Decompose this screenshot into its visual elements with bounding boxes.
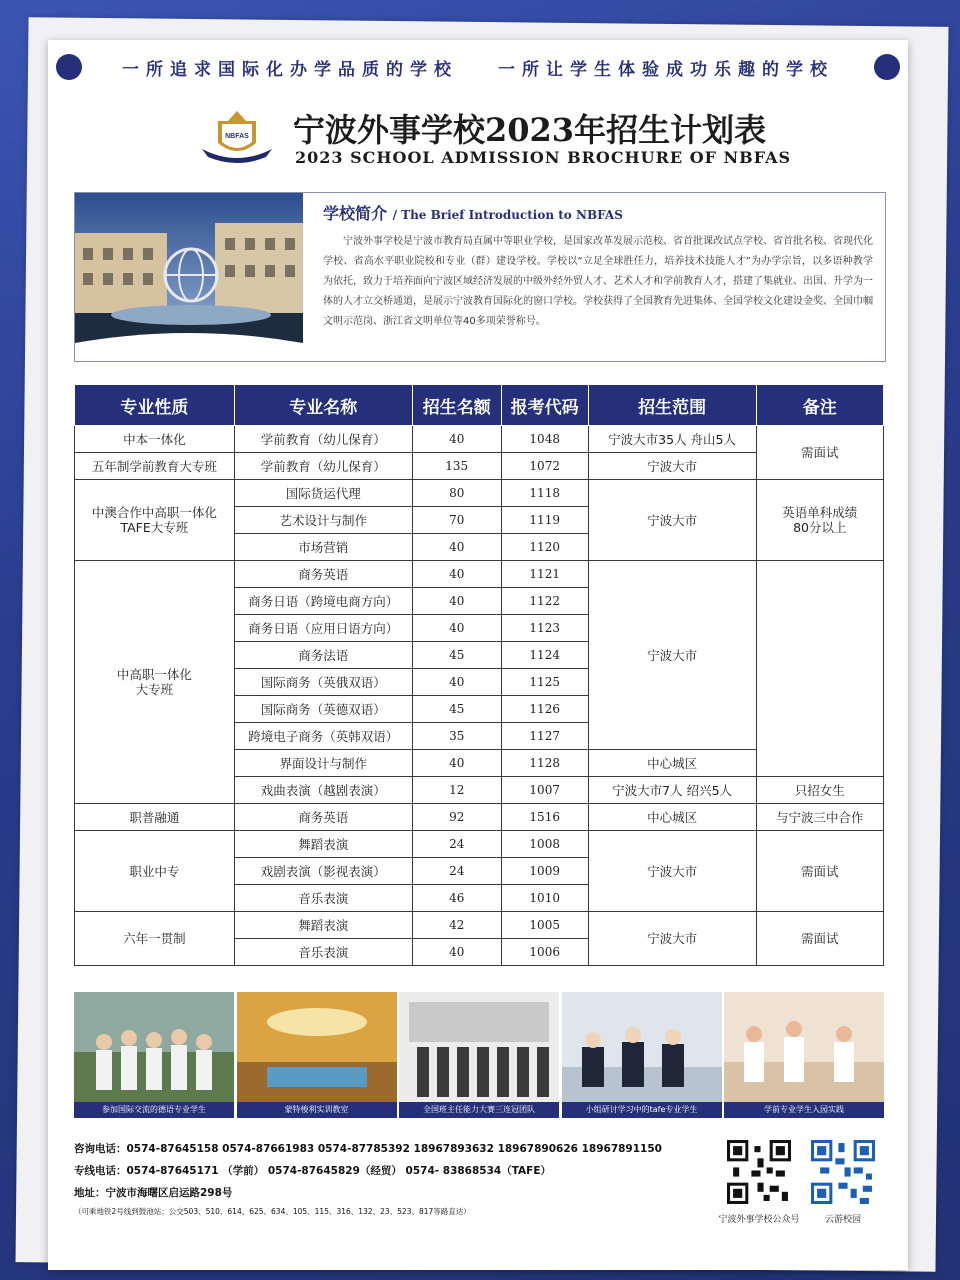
address-text: 宁波市海曙区启运路298号 (105, 1187, 233, 1199)
major-cell: 学前教育（幼儿保育） (234, 426, 412, 453)
phone-line (74, 1138, 734, 1160)
page-subtitle: 2023 SCHOOL ADMISSION BROCHURE OF NBFAS (295, 148, 792, 167)
scope-cell: 宁波大市 (588, 453, 756, 480)
quota-cell: 40 (412, 534, 501, 561)
major-cell: 舞蹈表演 (234, 831, 412, 858)
intro-heading (323, 201, 873, 224)
code-cell: 1119 (501, 507, 588, 534)
code-cell: 1005 (501, 912, 588, 939)
category-cell: 中澳合作中高职一体化 TAFE大专班 (75, 480, 235, 561)
table-row (75, 912, 884, 939)
quota-cell: 42 (412, 912, 501, 939)
remark-cell-empty (756, 561, 883, 777)
qr-virtual-tour (800, 1140, 886, 1225)
quota-cell: 80 (412, 480, 501, 507)
scope-cell: 宁波大市7人 绍兴5人 (588, 777, 756, 804)
col-header-major: 专业名称 (234, 385, 412, 426)
slogan-left: 一所追求国际化办学品质的学校 (122, 59, 458, 80)
major-cell: 界面设计与制作 (234, 750, 412, 777)
table-header-row (75, 385, 884, 426)
major-cell: 国际货运代理 (234, 480, 412, 507)
brochure-page (48, 40, 908, 1270)
remark-cell: 英语单科成绩 80分以上 (756, 480, 883, 561)
col-header-remark: 备注 (756, 385, 883, 426)
quota-cell: 40 (412, 615, 501, 642)
address-line (74, 1182, 734, 1204)
category-cell: 职业中专 (75, 831, 235, 912)
quota-cell: 35 (412, 723, 501, 750)
photo-montessori-room (237, 992, 397, 1118)
scope-cell: 中心城区 (588, 750, 756, 777)
logo-text: NBFAS (225, 133, 249, 140)
code-cell: 1127 (501, 723, 588, 750)
contact-info (74, 1138, 734, 1217)
qr-label: 云游校园 (824, 1215, 861, 1225)
category-cell: 五年制学前教育大专班 (75, 453, 235, 480)
header (48, 105, 908, 175)
major-cell: 学前教育（幼儿保育） (234, 453, 412, 480)
major-cell: 市场营销 (234, 534, 412, 561)
photo-teacher-team (399, 992, 559, 1118)
page-title: 宁波外事学校2023年招生计划表 (293, 111, 767, 149)
major-cell: 国际商务（英俄双语） (234, 669, 412, 696)
major-cell: 戏曲表演（越剧表演） (234, 777, 412, 804)
table-row (75, 426, 884, 453)
remark-cell: 与宁波三中合作 (756, 804, 883, 831)
slogan-right: 一所让学生体验成功乐趣的学校 (498, 59, 834, 80)
quota-cell: 46 (412, 885, 501, 912)
quota-cell: 40 (412, 588, 501, 615)
major-cell: 商务英语 (234, 561, 412, 588)
photo-strip (74, 992, 884, 1118)
slogan-bar (56, 48, 900, 86)
category-cell: 职普融通 (75, 804, 235, 831)
photo-preschool-practice (724, 992, 884, 1118)
remark-cell: 需面试 (756, 912, 883, 966)
right-dot (874, 54, 900, 80)
remark-cell: 只招女生 (756, 777, 883, 804)
col-header-type: 专业性质 (75, 385, 235, 426)
photo-caption: 蒙特梭利实训教室 (237, 1102, 397, 1118)
code-cell: 1118 (501, 480, 588, 507)
quota-cell: 40 (412, 426, 501, 453)
col-header-code: 报考代码 (501, 385, 588, 426)
code-cell: 1010 (501, 885, 588, 912)
scope-cell: 宁波大市 (588, 480, 756, 561)
intro-heading-en: / The Brief Introduction to NBFAS (392, 208, 623, 222)
category-cell: 六年一贯制 (75, 912, 235, 966)
photo-tafe-students (562, 992, 722, 1118)
quota-cell: 40 (412, 939, 501, 966)
quota-cell: 70 (412, 507, 501, 534)
code-cell: 1128 (501, 750, 588, 777)
left-dot (56, 54, 82, 80)
quota-cell: 12 (412, 777, 501, 804)
quota-cell: 24 (412, 858, 501, 885)
code-cell: 1122 (501, 588, 588, 615)
quota-cell: 92 (412, 804, 501, 831)
quota-cell: 45 (412, 696, 501, 723)
quota-cell: 135 (412, 453, 501, 480)
photo-caption: 全国班主任能力大赛三连冠团队 (399, 1102, 559, 1118)
table-row (75, 561, 884, 588)
intro-box (74, 192, 886, 362)
table-row (75, 831, 884, 858)
hotline-numbers: 0574-87645171 （学前） 0574-87645829（经贸） 0574- 83868534（TAFE） (126, 1165, 552, 1177)
photo-students-german (74, 992, 234, 1118)
transit-note: （可乘地铁2号线到鼓池站；公交503、510、614、625、634、105、115、316、132、23、523、817等路直达） (74, 1207, 471, 1216)
phone-numbers: 0574-87645158 0574-87661983 0574-87785392 18967893632 18967890626 18967891150 (126, 1143, 662, 1155)
hotline-line (74, 1160, 734, 1182)
category-cell: 中高职一体化 大专班 (75, 561, 235, 804)
major-cell: 跨境电子商务（英韩双语） (234, 723, 412, 750)
hotline-label: 专线电话： (74, 1165, 127, 1177)
code-cell: 1008 (501, 831, 588, 858)
major-cell: 戏剧表演（影视表演） (234, 858, 412, 885)
intro-body: 宁波外事学校是宁波市教育局直属中等职业学校，是国家改革发展示范校、省首批课改试点学校、省首批名校、省现代化学校、省高水平职业院校和专业（群）建设学校。学校以“立足全球胜任力，培养技术技能人才”为办学宗旨，以多语种教学为依托，致力于培养面向宁波区域经济发展的中级外经外贸人才、艺术人才和学前教育人才，搭建了集就业、出国、升学为一体的人才立交桥通道，是展示宁波教育国际化的窗口学校。学校获得了全国教育先进集体、全国学校文化建设金奖、全国巾帼文明示范岗、浙江省文明单位等40多项荣誉称号。 (323, 236, 873, 327)
scope-cell: 宁波大市 (588, 912, 756, 966)
remark-cell: 需面试 (756, 831, 883, 912)
quota-cell: 40 (412, 561, 501, 588)
code-cell: 1516 (501, 804, 588, 831)
photo-caption: 学前专业学生入园实践 (724, 1102, 884, 1118)
code-cell: 1124 (501, 642, 588, 669)
campus-photo (75, 193, 303, 361)
major-cell: 商务日语（跨境电商方向） (234, 588, 412, 615)
code-cell: 1121 (501, 561, 588, 588)
category-cell: 中本一体化 (75, 426, 235, 453)
code-cell: 1125 (501, 669, 588, 696)
code-cell: 1123 (501, 615, 588, 642)
code-cell: 1048 (501, 426, 588, 453)
major-cell: 音乐表演 (234, 885, 412, 912)
scope-cell: 中心城区 (588, 804, 756, 831)
major-cell: 商务日语（应用日语方向） (234, 615, 412, 642)
admission-table (74, 384, 884, 966)
photo-caption: 参加国际交流的德语专业学生 (74, 1102, 234, 1118)
col-header-scope: 招生范围 (588, 385, 756, 426)
quota-cell: 40 (412, 750, 501, 777)
address-label: 地址： (74, 1187, 106, 1199)
qr-code-icon (727, 1140, 791, 1204)
quota-cell: 24 (412, 831, 501, 858)
remark-cell: 需面试 (756, 426, 883, 480)
phone-label: 咨询电话： (74, 1143, 127, 1155)
table-row (75, 804, 884, 831)
scope-cell: 宁波大市35人 舟山5人 (588, 426, 756, 453)
code-cell: 1126 (501, 696, 588, 723)
major-cell: 音乐表演 (234, 939, 412, 966)
qr-code-icon (811, 1140, 875, 1204)
code-cell: 1009 (501, 858, 588, 885)
col-header-quota: 招生名额 (412, 385, 501, 426)
scope-cell: 宁波大市 (588, 831, 756, 912)
qr-official-account (716, 1140, 802, 1225)
qr-label: 宁波外事学校公众号 (718, 1215, 800, 1225)
table-row (75, 480, 884, 507)
photo-caption: 小组研讨学习中的tafe专业学生 (562, 1102, 722, 1118)
major-cell: 舞蹈表演 (234, 912, 412, 939)
quota-cell: 40 (412, 669, 501, 696)
code-cell: 1120 (501, 534, 588, 561)
code-cell: 1072 (501, 453, 588, 480)
intro-heading-cn: 学校简介 (323, 204, 388, 223)
scope-cell: 宁波大市 (588, 561, 756, 750)
major-cell: 商务英语 (234, 804, 412, 831)
major-cell: 艺术设计与制作 (234, 507, 412, 534)
code-cell: 1007 (501, 777, 588, 804)
quota-cell: 45 (412, 642, 501, 669)
major-cell: 国际商务（英德双语） (234, 696, 412, 723)
code-cell: 1006 (501, 939, 588, 966)
school-logo-icon (198, 109, 276, 165)
major-cell: 商务法语 (234, 642, 412, 669)
